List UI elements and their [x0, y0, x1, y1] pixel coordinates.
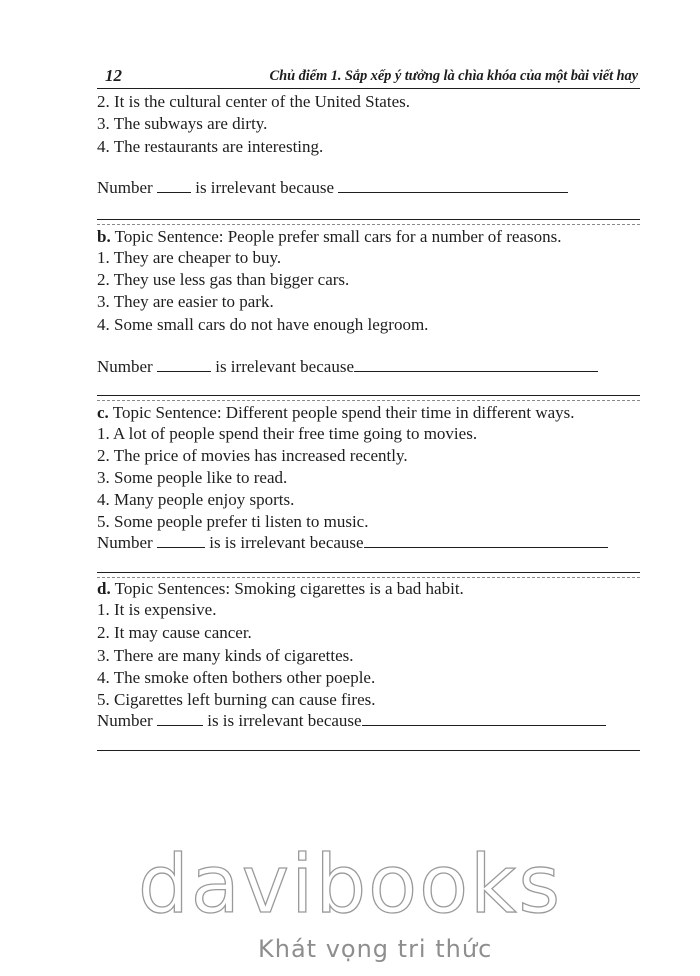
answer-prefix: Number: [97, 357, 153, 376]
topic-sentence: [97, 403, 575, 423]
answer-prompt: [97, 178, 568, 198]
topic-sentence: [97, 227, 561, 247]
reason-blank[interactable]: [364, 533, 608, 548]
section-divider: [97, 224, 640, 225]
list-item: 3. They are easier to park.: [97, 292, 274, 311]
list-item: 4. Some small cars do not have enough legroom.: [97, 315, 429, 334]
chapter-title: Chủ điểm 1. Sắp xếp ý tưởng là chìa khóa của một bài viết hay: [269, 68, 638, 84]
list-item: 3. Some people like to read.: [97, 468, 288, 487]
page-number: 12: [105, 66, 122, 85]
answer-line[interactable]: [97, 572, 640, 573]
list-item: 3. The subways are dirty.: [97, 114, 268, 133]
page-header: [97, 62, 640, 88]
topic-text: Topic Sentence: People prefer small cars for a number of reasons.: [114, 227, 562, 246]
answer-middle: is irrelevant because: [195, 178, 334, 197]
answer-middle: is irrelevant because: [215, 357, 354, 376]
list-item: 2. The price of movies has increased recently.: [97, 446, 408, 465]
number-blank[interactable]: [157, 711, 203, 726]
answer-line[interactable]: [97, 750, 640, 751]
answer-prefix: Number: [97, 711, 153, 730]
topic-sentence: [97, 579, 464, 599]
answer-prompt: [97, 357, 598, 377]
section-label: b.: [97, 227, 111, 246]
section-label: d.: [97, 579, 111, 598]
reason-blank[interactable]: [354, 357, 598, 372]
list-item: 3. There are many kinds of cigarettes.: [97, 646, 354, 665]
header-rule: [97, 88, 640, 89]
reason-blank[interactable]: [338, 178, 568, 193]
answer-line[interactable]: [97, 395, 640, 396]
list-item: 2. They use less gas than bigger cars.: [97, 270, 350, 289]
list-item: 4. Many people enjoy sports.: [97, 490, 295, 509]
number-blank[interactable]: [157, 357, 211, 372]
section-label: c.: [97, 403, 109, 422]
topic-text: Topic Sentence: Different people spend their time in different ways.: [112, 403, 575, 422]
answer-middle: is is irrelevant because: [209, 533, 364, 552]
list-item: 4. The restaurants are interesting.: [97, 137, 324, 156]
list-item: 5. Some people prefer ti listen to music.: [97, 512, 369, 531]
list-item: 1. They are cheaper to buy.: [97, 248, 282, 267]
number-blank[interactable]: [157, 178, 191, 193]
list-item: 1. A lot of people spend their free time going to movies.: [97, 424, 478, 443]
number-blank[interactable]: [157, 533, 205, 548]
watermark-logo: davibooks: [137, 838, 563, 931]
reason-blank[interactable]: [362, 711, 606, 726]
answer-prompt: [97, 533, 608, 553]
answer-middle: is is irrelevant because: [207, 711, 362, 730]
list-item: 2. It is the cultural center of the United States.: [97, 92, 410, 111]
answer-line[interactable]: [97, 219, 640, 220]
section-divider: [97, 577, 640, 578]
list-item: 4. The smoke often bothers other poeple.: [97, 668, 376, 687]
answer-prefix: Number: [97, 533, 153, 552]
section-divider: [97, 400, 640, 401]
answer-prefix: Number: [97, 178, 153, 197]
list-item: 2. It may cause cancer.: [97, 623, 252, 642]
topic-text: Topic Sentences: Smoking cigarettes is a bad habit.: [114, 579, 464, 598]
list-item: 5. Cigarettes left burning can cause fires.: [97, 690, 376, 709]
answer-prompt: [97, 711, 606, 731]
list-item: 1. It is expensive.: [97, 600, 217, 619]
watermark-slogan: Khát vọng tri thức: [258, 935, 493, 963]
